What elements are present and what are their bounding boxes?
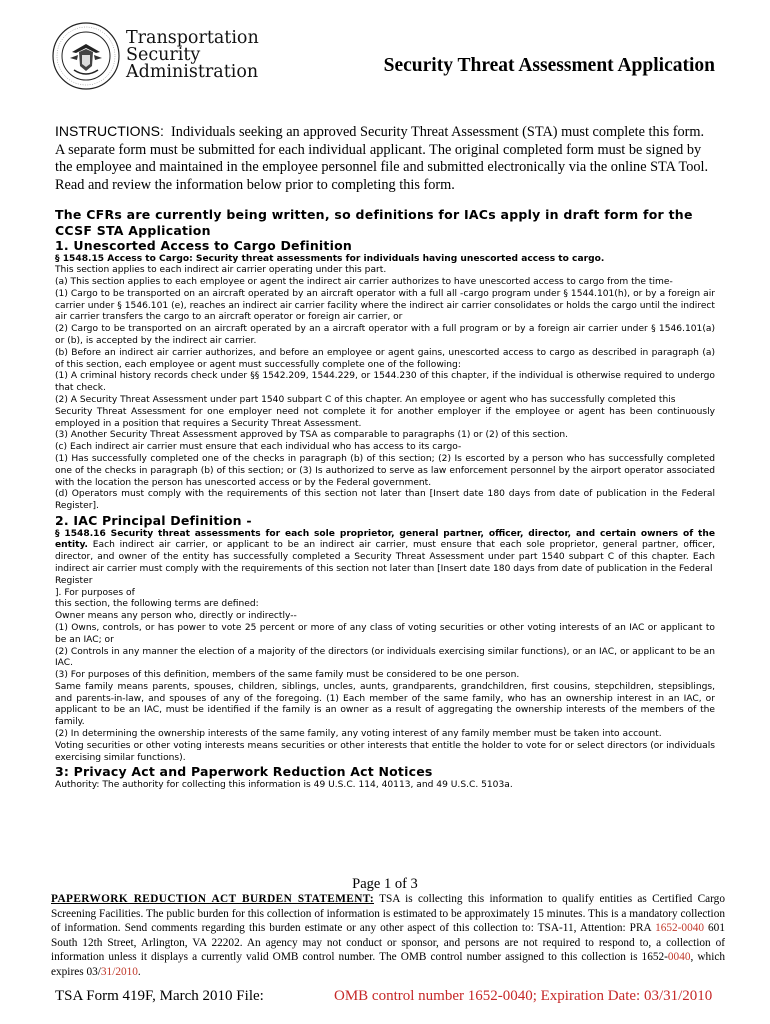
agency-line: Transportation: [126, 28, 259, 48]
instructions-read-line: Read and review the information below prior to completing this form.: [55, 176, 455, 193]
section-1-para: (b) Before an indirect air carrier authorizes, and before an employee or agent gains, unescorted access to cargo as described in paragraph (a) of this section, each employee or agent must successfully complete one of the following:: [55, 347, 715, 370]
pra-text: 601 South 12th Street, Arlington, VA 22202. An agency may not conduct or sponsor, and persons are not required to respond to, a collection of information unless it displays a currently valid OMB control number. The OMB control number assigned to this collection is 1652-: [51, 922, 725, 963]
section-1-heading: 1. Unescorted Access to Cargo Definition: [55, 238, 352, 253]
instructions-label: INSTRUCTIONS:: [55, 123, 164, 139]
cfr-heading: The CFRs are currently being written, so definitions for IACs apply in draft form for the CCSF STA Application: [55, 207, 693, 238]
form-title: Security Threat Assessment Application: [383, 55, 715, 76]
section-2-para: Owner means any person who, directly or indirectly--: [55, 611, 297, 622]
section-2-para: this section, the following terms are defined:: [55, 599, 259, 610]
pra-text: .: [137, 965, 141, 978]
section-1-para: (1) Has successfully completed one of the checks in paragraph (b) of this section; (2) Is escorted by a person who has successfully completed one of the checks in paragraph (b) of this section; or (3) Is authorized to serve as law enforcement personnel by the airport operator associated with the location the person has unescorted access or by the Federal government.: [55, 454, 715, 488]
section-2-para: Voting securities or other voting interests means securities or other interests that entitle the holder to vote for or select directors (or individuals exercising similar functions).: [55, 740, 715, 763]
agency-line: Security: [126, 45, 201, 65]
pra-control-number: 1652-0040: [655, 922, 705, 934]
agency-line: Administration: [126, 62, 259, 82]
section-1-para: (d) Operators must comply with the requirements of this section not later than [Insert date 180 days from date of publication in the Federal Register].: [55, 489, 715, 512]
section-1-para: (a) This section applies to each employee or agent the indirect air carrier authorizes to have unescorted access to cargo from the time-: [55, 277, 673, 288]
section-2-para: (1) Owns, controls, or has power to vote 25 percent or more of any class of voting securities or other voting interests of an IAC or applicant to be an IAC; or: [55, 622, 715, 645]
section-2-para: Same family means parents, spouses, children, siblings, uncles, aunts, grandparents, grandchildren, first cousins, stepchildren, stepsiblings, and parents-in-law, and spouses of any of the foregoing. (1) Each member of the same family, who has an ownership interest in an IAC, or applicant to be an IAC, must be identified if the family is an owner as a result of aggregating the ownership interests of the members of the family.: [55, 681, 715, 728]
instructions-text: Individuals seeking an approved Security Threat Assessment (STA) must complete this form. A separate form must be submitted for each individual applicant. The original completed form must be signed by the employee and maintained in the employee personnel file and submitted electronically via the online STA Tool.: [55, 124, 709, 175]
section-3-heading: 3: Privacy Act and Paperwork Reduction Act Notices: [55, 764, 433, 780]
section-2-lead-rest: Each indirect air carrier, or applicant to be an indirect air carrier, must ensure that each sole proprietor, general partner, officer, director, and owner of the entity has successfully completed a Security Threat Assessment under part 1540 subpart C of this chapter. Each indirect air carrier must comply with the requirements of this section not later than [Insert date 180 days from date of publication in the Federal: [55, 540, 715, 574]
section-2-para: ]. For purposes of: [55, 587, 135, 598]
section-2-para: (3) For purposes of this definition, members of the same family must be considered to be one person.: [55, 670, 520, 681]
pra-label: PAPERWORK REDUCTION ACT BURDEN STATEMENT:: [51, 893, 375, 905]
section-1-subheading: § 1548.15 Access to Cargo: Security threat assessments for individuals having unescorted access to cargo.: [55, 253, 605, 264]
pra-control-number: 0040: [667, 951, 691, 963]
definitions-body: [55, 206, 715, 792]
pra-expiration: 31/2010: [100, 965, 138, 978]
pra-text: TSA is collecting this information to qualify entities as Certified Cargo Screening Facilities. The public burden for this collection of information is estimated to be approximately 15 minutes. This is a mandatory collection of information. Send comments regarding this burden estimate or any other aspect of this collection to: TSA-11, Attention: PRA: [51, 893, 725, 934]
instructions-block: [55, 123, 715, 194]
section-1-para: (1) A criminal history records check under §§ 1542.209, 1544.229, or 1544.230 of this chapter, if the individual is otherwise required to undergo that check.: [55, 371, 715, 394]
form-info: TSA Form 419F, March 2010 File:: [55, 988, 264, 1004]
agency-name: [126, 30, 259, 81]
section-2-para: (2) Controls in any manner the election of a majority of the directors (or individuals exercising similar functions), or an IAC, or applicant to be an IAC.: [55, 646, 715, 669]
section-1-para: Security Threat Assessment for one employer need not complete it for another employer if the employee or agent has been continuously employed in a position that requires a Security Threat Assessment.: [55, 406, 715, 429]
section-2-heading: 2. IAC Principal Definition -: [55, 513, 252, 529]
section-2-lead: [55, 529, 715, 576]
section-2-lead-bold: § 1548.16 Security threat assessments for each sole proprietor, general partner, officer, director, and certain owners of the entity.: [55, 528, 715, 551]
section-1-para: (c) Each indirect air carrier must ensure that each individual who has access to its cargo-: [55, 442, 462, 453]
section-2-para: (2) In determining the ownership interests of the same family, any voting interest of any family member must be taken into account.: [55, 729, 662, 740]
pra-text: , which expires 03/: [51, 951, 725, 978]
dhs-seal-logo: [52, 22, 120, 90]
paperwork-reduction-statement: [51, 892, 725, 979]
section-2-para: Register: [55, 575, 93, 586]
section-1-para: (3) Another Security Threat Assessment approved by TSA as comparable to paragraphs (1) or (2) of this section.: [55, 430, 569, 441]
omb-control-number: OMB control number 1652-0040; Expiration Date: 03/31/2010: [334, 988, 713, 1004]
section-1-para: (2) A Security Threat Assessment under part 1540 subpart C of this chapter. An employee or agent who has successfully completed this: [55, 395, 676, 406]
section-1-para: (1) Cargo to be transported on an aircraft operated by an aircraft operator with a full all -cargo program under § 1544.101(h), or by a foreign air carrier under § 1546.101 (e), reaches an indirect air carrier facility where the indirect air carrier consolidates or holds the cargo until the indirect air carrier transfers the cargo to an aircraft operator or foreign air carrier, or: [55, 288, 715, 323]
page-number: Page 1 of 3: [352, 876, 418, 892]
section-1-para: (2) Cargo to be transported on an aircraft operated by an a aircraft operator with a full program or by a foreign air carrier under § 1546.101(a) or (b), is accepted by the indirect air carrier.: [55, 324, 715, 347]
section-1-para: This section applies to each indirect air carrier operating under this part.: [55, 265, 387, 276]
section-3-para: Authority: The authority for collecting this information is 49 U.S.C. 114, 40113, and 49 U.S.C. 5103a.: [55, 779, 513, 790]
